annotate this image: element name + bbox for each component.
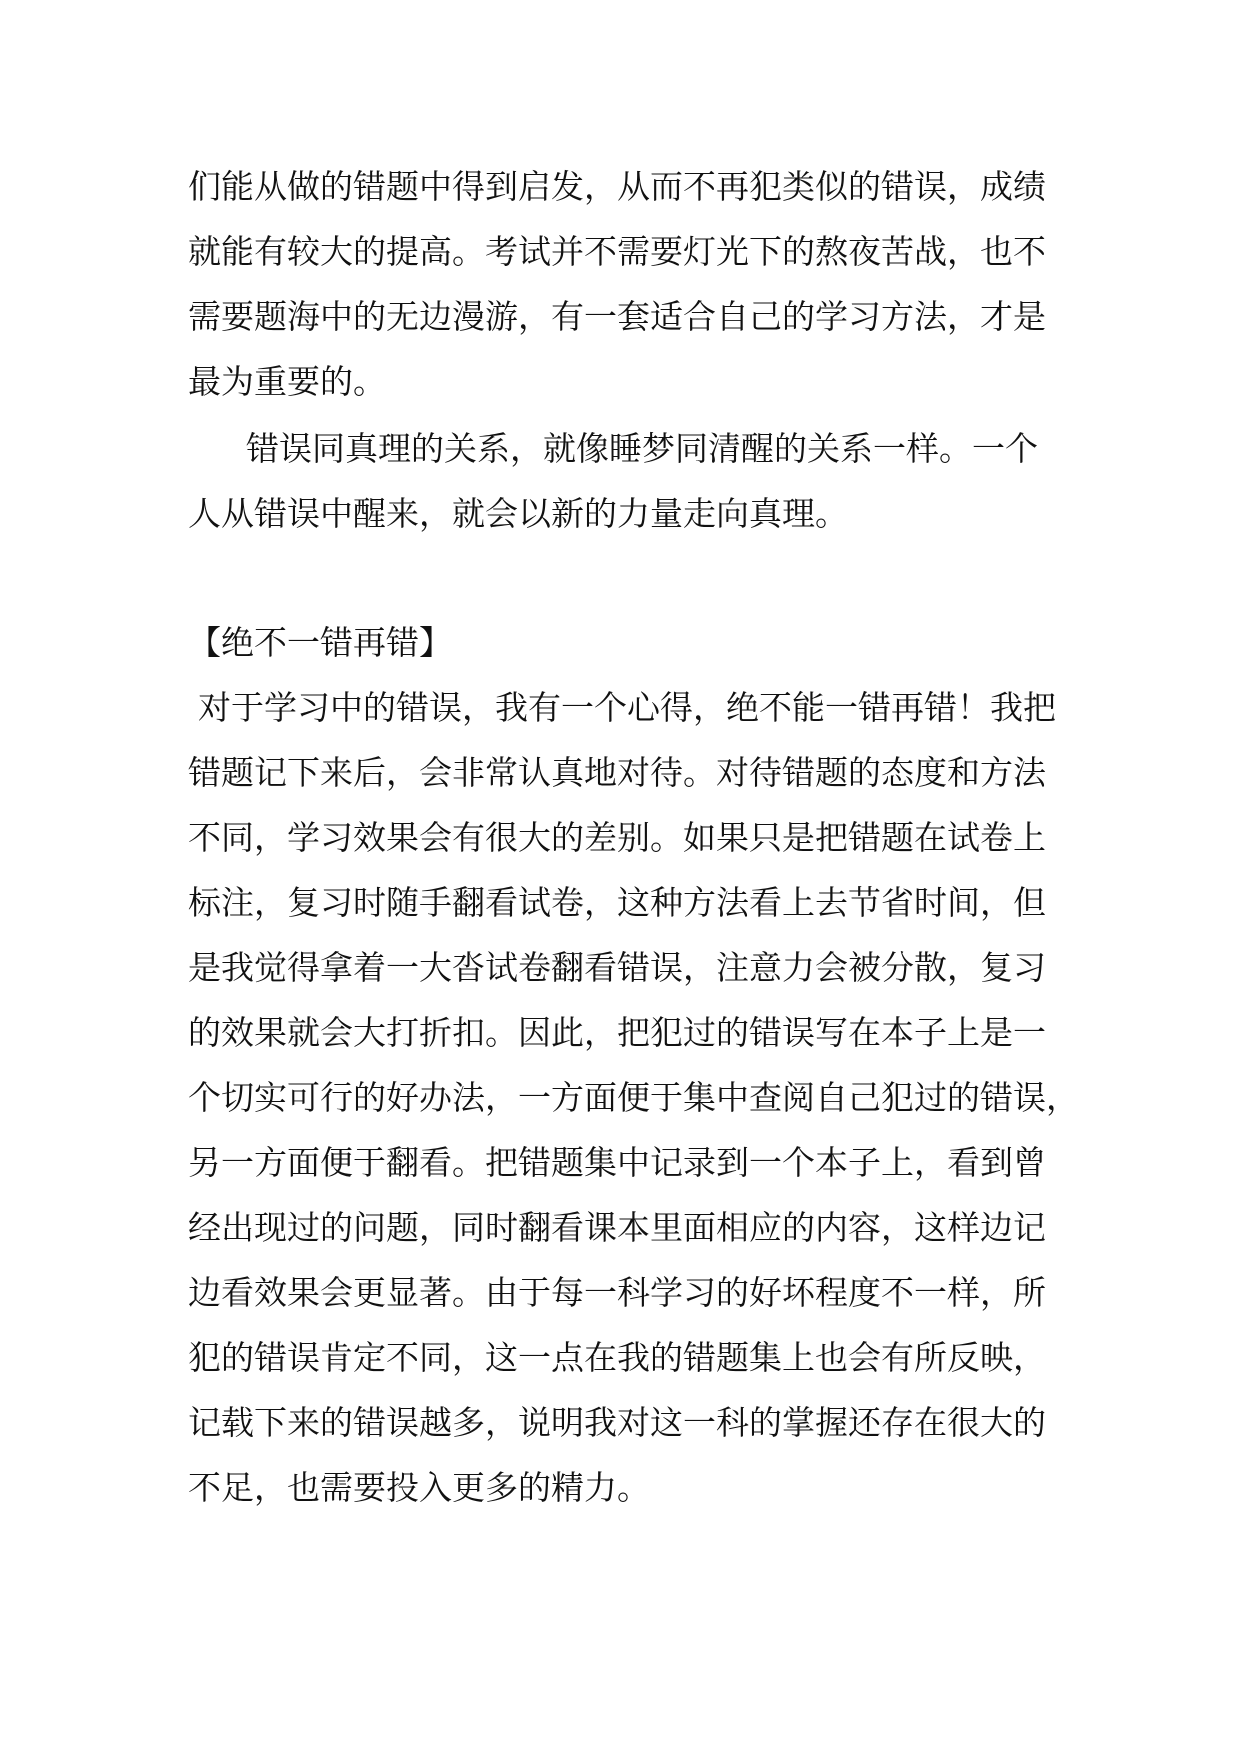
section-heading: 【绝不一错再错】: [188, 623, 452, 662]
text-line: 经出现过的问题，同时翻看课本里面相应的内容，这样边记: [188, 1208, 1046, 1247]
text-line: 标注，复习时随手翻看试卷，这种方法看上去节省时间，但: [188, 883, 1046, 922]
text-line: 的效果就会大打折扣。因此，把犯过的错误写在本子上是一: [188, 1013, 1046, 1052]
text-line: 不足，也需要投入更多的精力。: [188, 1468, 650, 1507]
text-line: 不同，学习效果会有很大的差别。如果只是把错题在试卷上: [188, 818, 1046, 857]
text-line: 错误同真理的关系，就像睡梦同清醒的关系一样。一个: [246, 429, 1038, 468]
text-line: 就能有较大的提高。考试并不需要灯光下的熬夜苦战，也不: [188, 232, 1046, 271]
paragraph-continued: [188, 154, 1068, 414]
text-line: 最为重要的。: [188, 362, 386, 401]
quote-paragraph: [188, 416, 1068, 546]
text-line: 对于学习中的错误，我有一个心得，绝不能一错再错！我把: [198, 688, 1056, 727]
text-line: 记载下来的错误越多，说明我对这一科的掌握还存在很大的: [188, 1403, 1046, 1442]
section-never-repeat-mistakes: [188, 610, 1079, 1520]
text-line: 需要题海中的无边漫游，有一套适合自己的学习方法，才是: [188, 297, 1046, 336]
text-line: 们能从做的错题中得到启发，从而不再犯类似的错误，成绩: [188, 167, 1046, 206]
text-line: 边看效果会更显著。由于每一科学习的好坏程度不一样，所: [188, 1273, 1046, 1312]
text-line: 犯的错误肯定不同，这一点在我的错题集上也会有所反映，: [188, 1338, 1046, 1377]
text-line: 是我觉得拿着一大沓试卷翻看错误，注意力会被分散，复习: [188, 948, 1046, 987]
text-line: 错题记下来后，会非常认真地对待。对待错题的态度和方法: [188, 753, 1046, 792]
text-line: 另一方面便于翻看。把错题集中记录到一个本子上，看到曾: [188, 1143, 1046, 1182]
text-line: 个切实可行的好办法，一方面便于集中查阅自己犯过的错误，: [188, 1078, 1079, 1117]
text-line: 人从错误中醒来，就会以新的力量走向真理。: [188, 494, 848, 533]
